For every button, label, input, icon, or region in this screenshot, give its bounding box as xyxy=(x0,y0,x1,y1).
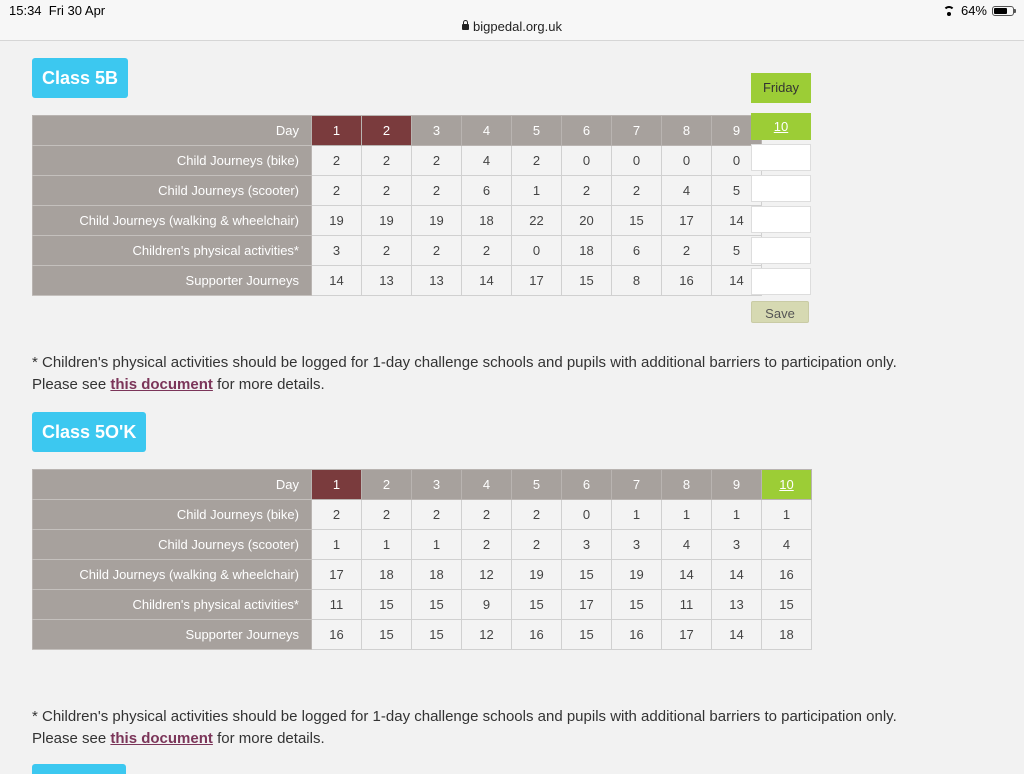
table-cell: 2 xyxy=(462,530,512,560)
day-label: Day xyxy=(33,470,312,500)
table-cell: 2 xyxy=(312,176,362,206)
table-cell: 2 xyxy=(512,500,562,530)
row-label: Children's physical activities* xyxy=(33,236,312,266)
table-cell: 19 xyxy=(512,560,562,590)
table-cell: 4 xyxy=(662,530,712,560)
table-cell: 20 xyxy=(562,206,612,236)
table-cell: 5 xyxy=(712,236,762,266)
day-header[interactable]: 9 xyxy=(712,470,762,500)
table-cell: 19 xyxy=(412,206,462,236)
table-cell: 0 xyxy=(562,500,612,530)
weekday-label: Friday xyxy=(751,73,811,103)
table-cell: 0 xyxy=(612,146,662,176)
table-cell: 2 xyxy=(362,236,412,266)
table-cell: 19 xyxy=(312,206,362,236)
table-cell: 2 xyxy=(412,176,462,206)
table-cell: 2 xyxy=(412,146,462,176)
table-cell: 17 xyxy=(312,560,362,590)
table-cell: 15 xyxy=(512,590,562,620)
table-cell: 2 xyxy=(412,236,462,266)
table-row xyxy=(33,620,812,650)
table-cell: 17 xyxy=(562,590,612,620)
table-cell: 16 xyxy=(762,560,812,590)
table-row xyxy=(33,146,762,176)
day-header[interactable]: 7 xyxy=(612,470,662,500)
day-header[interactable]: 4 xyxy=(462,116,512,146)
table-cell: 2 xyxy=(612,176,662,206)
table-cell: 8 xyxy=(612,266,662,296)
table-cell: 1 xyxy=(512,176,562,206)
table-cell: 17 xyxy=(662,620,712,650)
table-cell: 1 xyxy=(412,530,462,560)
table-cell: 16 xyxy=(662,266,712,296)
table-cell: 11 xyxy=(662,590,712,620)
table-cell: 17 xyxy=(662,206,712,236)
table-cell: 18 xyxy=(762,620,812,650)
today-day-header[interactable]: 10 xyxy=(762,470,812,500)
table-cell: 2 xyxy=(512,530,562,560)
table-cell: 15 xyxy=(362,620,412,650)
table-cell: 2 xyxy=(662,236,712,266)
table-cell: 1 xyxy=(662,500,712,530)
table-cell: 0 xyxy=(712,146,762,176)
table-cell: 15 xyxy=(612,590,662,620)
row-label: Child Journeys (bike) xyxy=(33,146,312,176)
table-row xyxy=(33,176,762,206)
row-label: Child Journeys (walking & wheelchair) xyxy=(33,560,312,590)
class-5b-table xyxy=(32,115,762,296)
table-cell: 0 xyxy=(562,146,612,176)
walking-entry-input[interactable] xyxy=(751,206,811,233)
address-bar[interactable] xyxy=(0,19,1024,34)
day-header[interactable]: 5 xyxy=(512,116,562,146)
lock-icon xyxy=(462,24,469,30)
table-cell: 3 xyxy=(562,530,612,560)
table-cell: 3 xyxy=(712,530,762,560)
row-label: Child Journeys (scooter) xyxy=(33,530,312,560)
table-cell: 19 xyxy=(612,560,662,590)
table-cell: 1 xyxy=(312,530,362,560)
table-cell: 15 xyxy=(562,620,612,650)
status-bar xyxy=(0,0,1024,41)
table-cell: 15 xyxy=(362,590,412,620)
table-cell: 9 xyxy=(462,590,512,620)
table-cell: 1 xyxy=(612,500,662,530)
table-row xyxy=(33,206,762,236)
row-label: Supporter Journeys xyxy=(33,266,312,296)
table-cell: 4 xyxy=(662,176,712,206)
table-cell: 13 xyxy=(412,266,462,296)
table-cell: 5 xyxy=(712,176,762,206)
day-header[interactable]: 8 xyxy=(662,470,712,500)
table-cell: 14 xyxy=(462,266,512,296)
table-header-row xyxy=(33,116,762,146)
row-label: Child Journeys (scooter) xyxy=(33,176,312,206)
note-text: * Children's physical activities should be logged for 1-day challenge schools and pupils with additional barriers to participation only. xyxy=(32,708,897,725)
status-indicators xyxy=(942,3,1014,18)
next-class-badge xyxy=(32,764,126,774)
table-cell: 1 xyxy=(712,500,762,530)
table-cell: 2 xyxy=(562,176,612,206)
day-entry-column xyxy=(751,73,811,323)
table-cell: 16 xyxy=(312,620,362,650)
day-header[interactable]: 5 xyxy=(512,470,562,500)
save-button[interactable]: Save xyxy=(751,301,809,323)
row-label: Child Journeys (bike) xyxy=(33,500,312,530)
table-cell: 2 xyxy=(512,146,562,176)
table-cell: 15 xyxy=(762,590,812,620)
table-cell: 2 xyxy=(462,500,512,530)
table-cell: 15 xyxy=(562,266,612,296)
table-cell: 14 xyxy=(312,266,362,296)
table-cell: 0 xyxy=(512,236,562,266)
table-cell: 14 xyxy=(662,560,712,590)
row-label: Supporter Journeys xyxy=(33,620,312,650)
table-cell: 3 xyxy=(612,530,662,560)
table-cell: 13 xyxy=(712,590,762,620)
table-cell: 14 xyxy=(712,266,762,296)
day-header[interactable]: 3 xyxy=(412,470,462,500)
day-header[interactable]: 2 xyxy=(362,470,412,500)
day-header[interactable]: 4 xyxy=(462,470,512,500)
class-5ok-table xyxy=(32,469,812,650)
battery-percent: 64% xyxy=(960,3,987,18)
scooter-entry-input[interactable] xyxy=(751,175,811,202)
supporter-entry-input[interactable] xyxy=(751,268,811,295)
activities-entry-input[interactable] xyxy=(751,237,811,264)
day-header[interactable]: 6 xyxy=(562,116,612,146)
table-cell: 15 xyxy=(612,206,662,236)
day-header[interactable]: 1 xyxy=(312,470,362,500)
table-cell: 18 xyxy=(362,560,412,590)
table-row xyxy=(33,500,812,530)
table-cell: 2 xyxy=(362,146,412,176)
table-cell: 2 xyxy=(412,500,462,530)
table-cell: 11 xyxy=(312,590,362,620)
table-cell: 16 xyxy=(512,620,562,650)
table-row xyxy=(33,236,762,266)
day-header[interactable]: 2 xyxy=(362,116,412,146)
table-cell: 6 xyxy=(612,236,662,266)
table-cell: 16 xyxy=(612,620,662,650)
entry-day-link[interactable]: 10 xyxy=(751,113,811,140)
table-cell: 2 xyxy=(462,236,512,266)
table-cell: 4 xyxy=(462,146,512,176)
table-cell: 18 xyxy=(412,560,462,590)
table-row xyxy=(33,266,762,296)
table-cell: 18 xyxy=(462,206,512,236)
table-row xyxy=(33,530,812,560)
table-cell: 12 xyxy=(462,620,512,650)
day-header[interactable]: 1 xyxy=(312,116,362,146)
day-header[interactable]: 6 xyxy=(562,470,612,500)
activities-note xyxy=(32,706,992,750)
battery-icon xyxy=(992,6,1014,16)
table-row xyxy=(33,590,812,620)
table-cell: 15 xyxy=(412,620,462,650)
table-cell: 4 xyxy=(762,530,812,560)
row-label: Child Journeys (walking & wheelchair) xyxy=(33,206,312,236)
table-cell: 15 xyxy=(412,590,462,620)
table-cell: 2 xyxy=(362,500,412,530)
table-cell: 15 xyxy=(562,560,612,590)
class-title-5ok: Class 5O'K xyxy=(32,412,146,452)
status-time: 15:34 Fri 30 Apr xyxy=(9,3,106,18)
day-header[interactable]: 9 xyxy=(712,116,762,146)
note-link-line: Please see this document for more details. xyxy=(32,730,325,747)
table-cell: 6 xyxy=(462,176,512,206)
url-text: bigpedal.org.uk xyxy=(473,19,562,34)
table-row xyxy=(33,560,812,590)
day-label: Day xyxy=(33,116,312,146)
day-header[interactable]: 3 xyxy=(412,116,462,146)
document-link[interactable]: this document xyxy=(110,730,213,747)
activities-note xyxy=(32,352,992,396)
document-link[interactable]: this document xyxy=(110,376,213,393)
table-cell: 19 xyxy=(362,206,412,236)
day-header[interactable]: 8 xyxy=(662,116,712,146)
table-cell: 14 xyxy=(712,620,762,650)
table-header-row xyxy=(33,470,812,500)
table-cell: 0 xyxy=(662,146,712,176)
table-cell: 17 xyxy=(512,266,562,296)
table-cell: 1 xyxy=(762,500,812,530)
day-header[interactable]: 7 xyxy=(612,116,662,146)
table-cell: 2 xyxy=(312,500,362,530)
note-link-line: Please see this document for more details. xyxy=(32,376,325,393)
row-label: Children's physical activities* xyxy=(33,590,312,620)
table-cell: 13 xyxy=(362,266,412,296)
table-cell: 14 xyxy=(712,560,762,590)
table-cell: 22 xyxy=(512,206,562,236)
wifi-icon xyxy=(942,6,956,16)
table-cell: 2 xyxy=(362,176,412,206)
table-cell: 3 xyxy=(312,236,362,266)
bike-entry-input[interactable] xyxy=(751,144,811,171)
table-cell: 14 xyxy=(712,206,762,236)
note-text: * Children's physical activities should be logged for 1-day challenge schools and pupils with additional barriers to participation only. xyxy=(32,354,897,371)
table-cell: 1 xyxy=(362,530,412,560)
table-cell: 18 xyxy=(562,236,612,266)
table-cell: 2 xyxy=(312,146,362,176)
table-cell: 12 xyxy=(462,560,512,590)
class-title-5b: Class 5B xyxy=(32,58,128,98)
